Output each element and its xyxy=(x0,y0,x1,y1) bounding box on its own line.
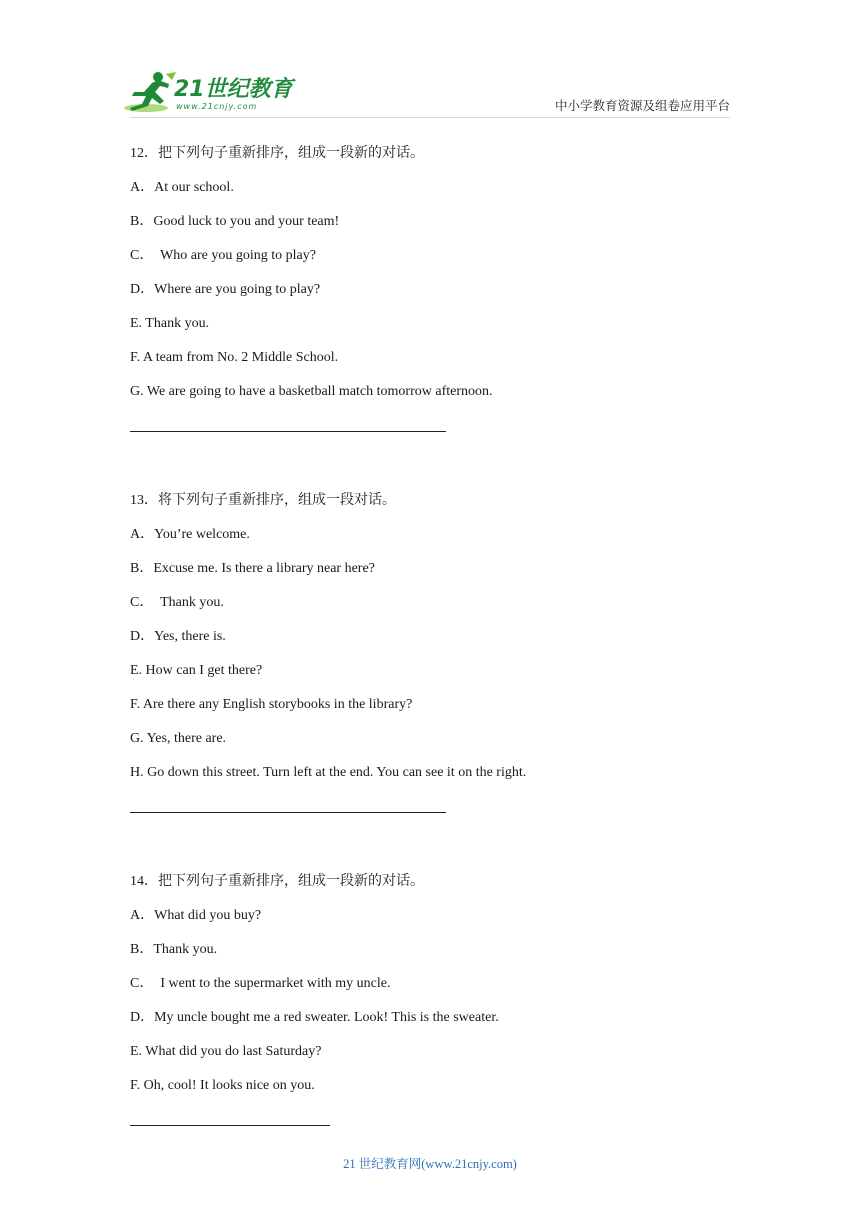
option-a: A．At our school. xyxy=(130,180,234,195)
worksheet-content xyxy=(130,137,750,1126)
spacer xyxy=(130,813,750,865)
page-header xyxy=(0,0,860,130)
question-title: 12．把下列句子重新排序，组成一段新的对话。 xyxy=(130,146,424,161)
platform-tagline: 中小学教育资源及组卷应用平台 xyxy=(554,99,730,113)
option-c: C． I went to the supermarket with my uncle. xyxy=(130,976,391,991)
question-14 xyxy=(130,865,750,1126)
option-h: H. Go down this street. Turn left at the end. You can see it on the right. xyxy=(130,765,527,780)
option-g: G. We are going to have a basketball match tomorrow afternoon. xyxy=(130,384,493,399)
option-d: D．Where are you going to play? xyxy=(130,282,321,297)
logo xyxy=(122,70,292,116)
option-f: F. A team from No. 2 Middle School. xyxy=(130,350,339,365)
option-e: E. What did you do last Saturday? xyxy=(130,1044,322,1059)
option-c: C． Who are you going to play? xyxy=(130,248,316,263)
runner-logo-icon xyxy=(122,70,178,116)
page-footer: 21 世纪教育网(www.21cnjy.com) xyxy=(343,1157,517,1171)
option-e: E. How can I get there? xyxy=(130,663,263,678)
option-g: G. Yes, there are. xyxy=(130,731,227,746)
option-c: C． Thank you. xyxy=(130,595,224,610)
option-d: D．My uncle bought me a red sweater. Look! This is the sweater. xyxy=(130,1010,499,1025)
question-12 xyxy=(130,137,750,432)
option-e: E. Thank you. xyxy=(130,316,210,331)
option-a: A．You’re welcome. xyxy=(130,527,250,542)
option-d: D．Yes, there is. xyxy=(130,629,226,644)
option-b: B．Good luck to you and your team! xyxy=(130,214,340,229)
option-f: F. Are there any English storybooks in the library? xyxy=(130,697,413,712)
option-b: B．Excuse me. Is there a library near here? xyxy=(130,561,375,576)
header-divider xyxy=(130,117,730,118)
option-a: A．What did you buy? xyxy=(130,908,262,923)
logo-wordmark: 21世纪教育 xyxy=(174,77,293,102)
question-title: 14．把下列句子重新排序，组成一段新的对话。 xyxy=(130,874,424,889)
logo-url: www.21cnjy.com xyxy=(176,102,258,111)
option-b: B．Thank you. xyxy=(130,942,218,957)
question-title: 13．将下列句子重新排序，组成一段对话。 xyxy=(130,493,396,508)
spacer xyxy=(130,432,750,484)
question-13 xyxy=(130,484,750,813)
answer-blank[interactable] xyxy=(130,1125,330,1126)
option-f: F. Oh, cool! It looks nice on you. xyxy=(130,1078,315,1093)
